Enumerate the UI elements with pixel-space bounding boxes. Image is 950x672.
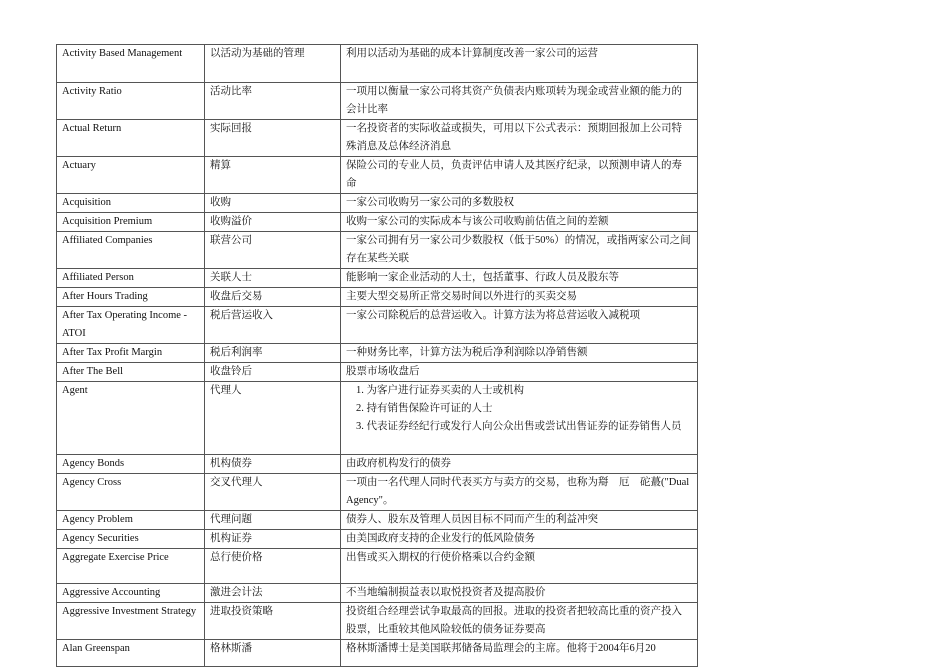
term-chinese: 实际回报 [205,120,341,157]
definition-text: 一名投资者的实际收益或损失，可用以下公式表示：预期回报加上公司特殊消息及总体经济消息 [346,123,682,152]
glossary-table-body [57,45,698,667]
table-row [57,363,698,382]
table-row [57,640,698,667]
term-chinese: 税后营运收入 [205,307,341,344]
term-definition [341,363,698,382]
term-chinese: 收购 [205,194,341,213]
term-english: Affiliated Person [57,269,205,288]
term-english: Aggressive Investment Strategy [57,603,205,640]
table-row [57,232,698,269]
table-row [57,157,698,194]
term-definition [341,640,698,667]
table-row [57,269,698,288]
term-english: After The Bell [57,363,205,382]
table-row [57,530,698,549]
term-definition [341,344,698,363]
term-english: Aggressive Accounting [57,584,205,603]
term-definition [341,474,698,511]
definition-text: 一种财务比率，计算方法为税后净利润除以净销售额 [346,347,588,358]
term-chinese: 联营公司 [205,232,341,269]
definition-text: 一家公司收购另一家公司的多数股权 [346,197,514,208]
term-definition [341,157,698,194]
table-row [57,307,698,344]
term-english: Acquisition Premium [57,213,205,232]
term-definition [341,269,698,288]
term-chinese: 格林斯潘 [205,640,341,667]
term-definition [341,530,698,549]
term-chinese: 关联人士 [205,269,341,288]
term-chinese: 活动比率 [205,83,341,120]
definition-text: 由政府机构发行的债券 [346,458,451,469]
term-english: Affiliated Companies [57,232,205,269]
term-english: Agent [57,382,205,455]
definition-text: 格林斯潘博士是美国联邦储备局监理会的主席。他将于2004年6月20 [346,643,656,654]
glossary-page [56,44,697,667]
term-definition [341,549,698,584]
glossary-table [56,44,698,667]
definition-text: 一家公司除税后的总营运收入。计算方法为将总营运收入减税项 [346,310,640,321]
table-row [57,120,698,157]
definition-text: 出售或买入期权的行使价格乘以合约金额 [346,552,535,563]
definition-text: 一项由一名代理人同时代表买方与卖方的交易，也称为搿 厄 砣蕞("Dual Agency"。 [346,477,690,506]
definition-text: 保险公司的专业人员，负责评估申请人及其医疗纪录，以预测申请人的寿命 [346,160,682,189]
table-row [57,288,698,307]
term-definition [341,584,698,603]
term-english: Aggregate Exercise Price [57,549,205,584]
definition-list-item: 3. 代表证券经纪行或发行人向公众出售或尝试出售证券的证券销售人员 [356,421,682,432]
term-english: Agency Problem [57,511,205,530]
term-english: Agency Cross [57,474,205,511]
term-chinese: 收盘铃后 [205,363,341,382]
table-row [57,344,698,363]
term-english: After Hours Trading [57,288,205,307]
definition-text: 一项用以衡量一家公司将其资产负债表内账项转为现金或营业额的能力的会计比率 [346,86,682,115]
table-row [57,584,698,603]
term-chinese: 机构证券 [205,530,341,549]
term-english: Agency Bonds [57,455,205,474]
term-definition [341,45,698,83]
table-row [57,45,698,83]
term-chinese: 机构债券 [205,455,341,474]
term-english: Activity Based Management [57,45,205,83]
term-chinese: 交叉代理人 [205,474,341,511]
term-definition [341,213,698,232]
term-chinese: 收购溢价 [205,213,341,232]
definition-text: 股票市场收盘后 [346,366,420,377]
term-chinese: 以活动为基础的管理 [205,45,341,83]
table-row [57,549,698,584]
term-definition [341,455,698,474]
term-english: After Tax Profit Margin [57,344,205,363]
term-definition [341,382,698,455]
definition-text: 主要大型交易所正常交易时间以外进行的买卖交易 [346,291,577,302]
term-definition [341,511,698,530]
term-definition [341,194,698,213]
term-chinese: 总行使价格 [205,549,341,584]
definition-text: 不当地编制损益表以取悦投资者及提高股价 [346,587,546,598]
table-row [57,603,698,640]
definition-text: 投资组合经理尝试争取最高的回报。进取的投资者把较高比重的资产投入股票，比重较其他风险较低的债务证券要高 [346,606,682,635]
term-chinese: 代理问题 [205,511,341,530]
definition-text: 债券人、股东及管理人员因目标不同而产生的利益冲突 [346,514,598,525]
term-chinese: 税后利润率 [205,344,341,363]
term-chinese: 收盘后交易 [205,288,341,307]
definition-text: 利用以活动为基础的成本计算制度改善一家公司的运营 [346,48,598,59]
term-english: Alan Greenspan [57,640,205,667]
term-english: Actual Return [57,120,205,157]
definition-list-item: 1. 为客户进行证券买卖的人士或机构 [356,385,524,396]
definition-list-item: 2. 持有销售保险许可证的人士 [356,403,493,414]
term-english: Agency Securities [57,530,205,549]
table-row [57,511,698,530]
term-definition [341,603,698,640]
term-english: Acquisition [57,194,205,213]
table-row [57,474,698,511]
table-row [57,382,698,455]
term-definition [341,232,698,269]
definition-text: 能影响一家企业活动的人士，包括董事、行政人员及股东等 [346,272,619,283]
term-definition [341,120,698,157]
term-definition [341,83,698,120]
definition-text: 一家公司拥有另一家公司少数股权（低于50%）的情况，或指两家公司之间存在某些关联 [346,235,691,264]
term-definition [341,288,698,307]
term-english: Actuary [57,157,205,194]
term-chinese: 精算 [205,157,341,194]
term-definition [341,307,698,344]
term-chinese: 进取投资策略 [205,603,341,640]
term-english: Activity Ratio [57,83,205,120]
table-row [57,194,698,213]
table-row [57,455,698,474]
definition-text: 由美国政府支持的企业发行的低风险债务 [346,533,535,544]
definition-text: 收购一家公司的实际成本与该公司收购前估值之间的差额 [346,216,609,227]
term-chinese: 代理人 [205,382,341,455]
term-english: After Tax Operating Income - ATOI [57,307,205,344]
term-chinese: 激进会计法 [205,584,341,603]
table-row [57,213,698,232]
table-row [57,83,698,120]
